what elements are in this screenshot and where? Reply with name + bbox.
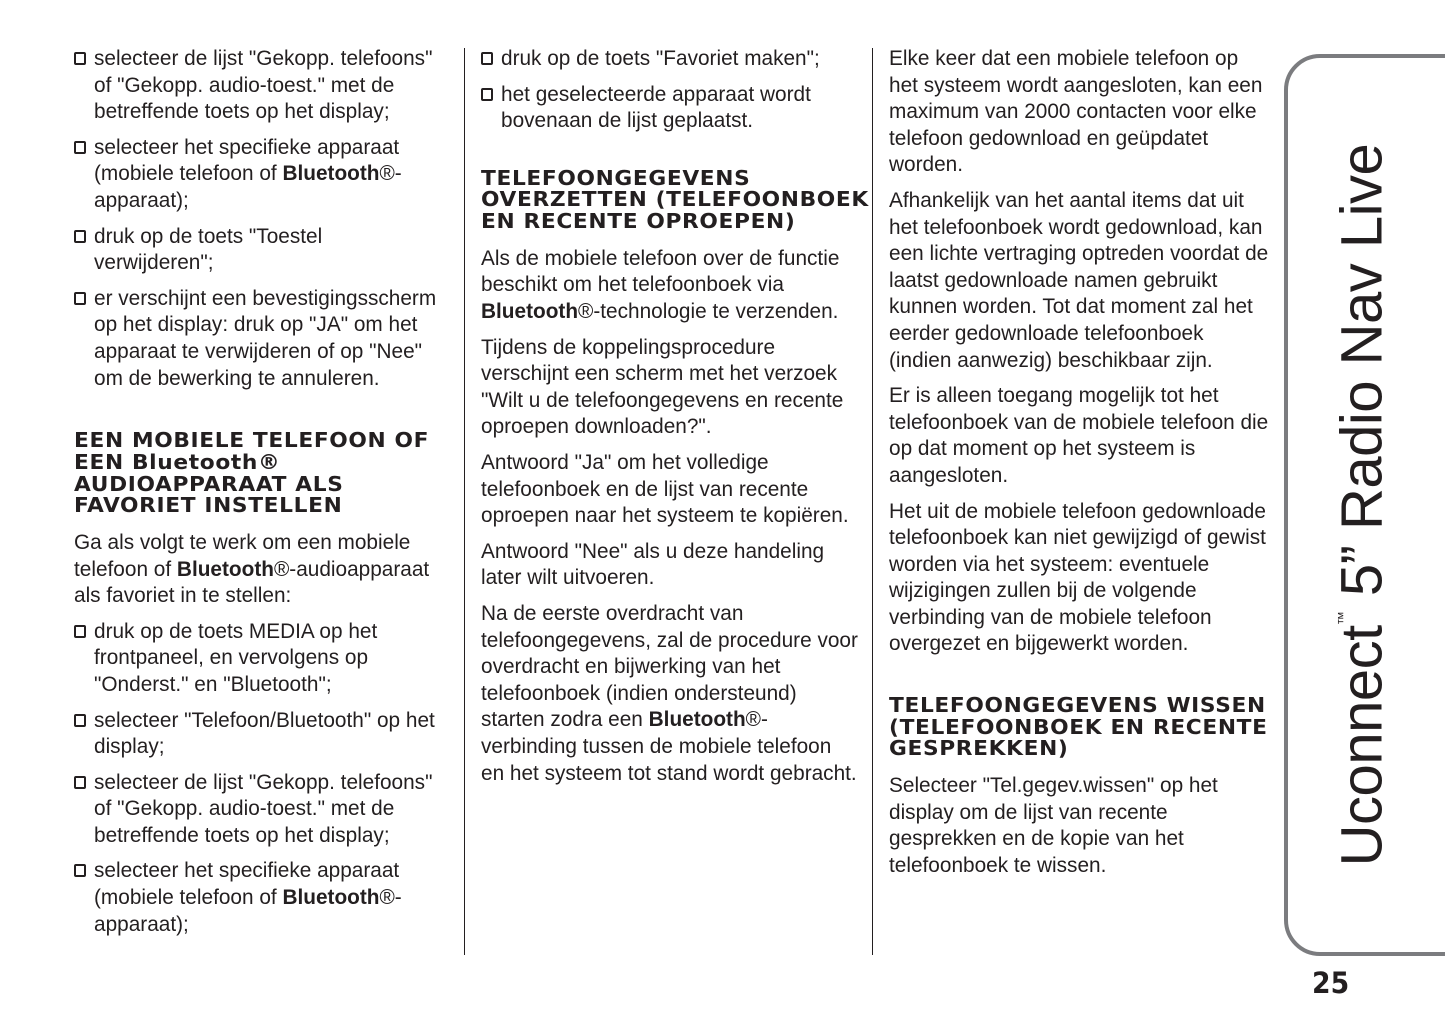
section-heading-favorite: EEN MOBIELE TELEFOON OF EEN Bluetooth® AUDIOAPPARAAT ALS FAVORIET INSTELLEN [74,428,430,518]
list-item-text: selecteer de lijst "Gekopp. telefoons" of "Gekopp. audio-toest." met de betreffende toets op het display; [94,770,433,847]
paragraph: Na de eerste overdracht van telefoongegevens, zal de procedure voor overdracht en bijwerking van het telefoonboek (indien ondersteund) starten zodra een Bluetooth®-verbinding tussen de mobiele telefoon en het systeem tot stand wordt gebracht. [481,602,858,785]
list-item-text: druk op de toets "Toestel verwijderen"; [94,224,323,275]
checkbox-bullet-icon [74,864,86,877]
list-item-text: ®-apparaat); [94,162,402,212]
list-item-text: druk op de toets MEDIA op het frontpaneel, en vervolgens op "Onderst." en "Bluetooth"; [94,619,378,696]
paragraph: Er is alleen toegang mogelijk tot het telefoonboek van de mobiele telefoon die op dat moment op het systeem is aangesloten. [889,384,1269,487]
list-item [74,286,446,392]
list-item-text: er verschijnt een bevestigingsscherm op het display: druk op "JA" om het apparaat te verwijderen of op "Nee" om de bewerking te annuleren. [94,286,437,390]
paragraph: Tijdens de koppelingsprocedure verschijnt een scherm met het verzoek "Wilt u de telefoongegevens en recente oproepen downloaden?". [481,335,844,439]
list-item [74,224,446,277]
list-item [74,46,446,126]
checkbox-bullet-icon [74,292,86,305]
column-2 [481,46,869,796]
paragraph: Elke keer dat een mobiele telefoon op het systeem wordt aangesloten, kan een maximum van 2000 contacten voor elke telefoon gedownload en geüpdatet worden. [889,47,1263,177]
paragraph: Selecteer "Tel.gegev.wissen" op het display om de lijst van recente gesprekken en de kopie van het telefoonboek te wissen. [889,774,1218,877]
paragraph: Antwoord "Ja" om het volledige telefoonboek en de lijst van recente oproepen naar het systeem te kopiëren. [481,451,849,528]
list-item [74,858,446,938]
list-item-text: selecteer het specifieke apparaat (mobiele telefoon of [94,859,400,910]
paragraph: Het uit de mobiele telefoon gedownloade telefoonboek kan niet gewijzigd of gewist worden via het systeem: eventuele wijzigingen zullen bij de volgende verbinding van de mobiele telefoon overgezet en bijgewerkt worden. [889,499,1266,656]
section-heading-transfer: TELEFOONGEGEVENS OVERZETTEN (TELEFOONBOEK EN RECENTE OPROEPEN) [481,165,869,234]
list-item-text: ®-apparaat); [94,886,402,936]
list-item [481,82,859,135]
chapter-title: Uconnect™ 5” Radio Nav Live [1329,143,1395,867]
trademark-symbol: ™ [1334,611,1351,626]
checkbox-bullet-icon [481,52,493,65]
list-item [74,708,446,761]
bluetooth-term: Bluetooth [648,708,746,732]
list-item-text: selecteer "Telefoon/Bluetooth" op het display; [94,708,435,759]
checkbox-bullet-icon [74,230,86,243]
bluetooth-term: Bluetooth [282,162,380,186]
bluetooth-term: Bluetooth [176,557,274,581]
column-3 [889,46,1271,889]
paragraph: Als de mobiele telefoon over de functie beschikt om het telefoonboek via Bluetooth®-technologie te verzenden. [481,246,840,324]
paragraph: Ga als volgt te werk om een mobiele telefoon of Bluetooth®-audioapparaat als favoriet in te stellen: [74,530,430,608]
column-1 [74,46,446,947]
list-item [481,46,859,73]
bluetooth-term: Bluetooth [282,886,380,910]
checkbox-bullet-icon [74,714,86,727]
bluetooth-term: Bluetooth [481,300,579,324]
list-item-text: selecteer de lijst "Gekopp. telefoons" of "Gekopp. audio-toest." met de betreffende toets op het display; [94,47,433,124]
list-item [74,135,446,215]
paragraph: Afhankelijk van het aantal items dat uit het telefoonboek wordt gedownload, kan een lichte vertraging optreden voordat de laatst gedownloade namen gebruikt kunnen worden. Tot dat moment zal het eerder gedownloade telefoonboek (indien aanwezig) beschikbaar zijn. [889,188,1269,372]
page-number: 25 [1312,966,1350,1000]
list-item-text: selecteer het specifieke apparaat (mobiele telefoon of [94,135,400,186]
checkbox-bullet-icon [74,625,86,638]
checkbox-bullet-icon [74,776,86,789]
list-item [74,770,446,850]
checkbox-bullet-icon [74,141,86,154]
list-item [74,619,446,699]
section-heading-delete: TELEFOONGEGEVENS WISSEN (TELEFOONBOEK EN RECENTE GESPREKKEN) [889,693,1268,761]
list-item-text: druk op de toets "Favoriet maken"; [501,47,820,70]
list-item-text: het geselecteerde apparaat wordt bovenaan de lijst geplaatst. [501,82,811,133]
checkbox-bullet-icon [74,52,86,65]
checkbox-bullet-icon [481,88,493,101]
paragraph: Antwoord "Nee" als u deze handeling later wilt uitvoeren. [481,539,825,590]
